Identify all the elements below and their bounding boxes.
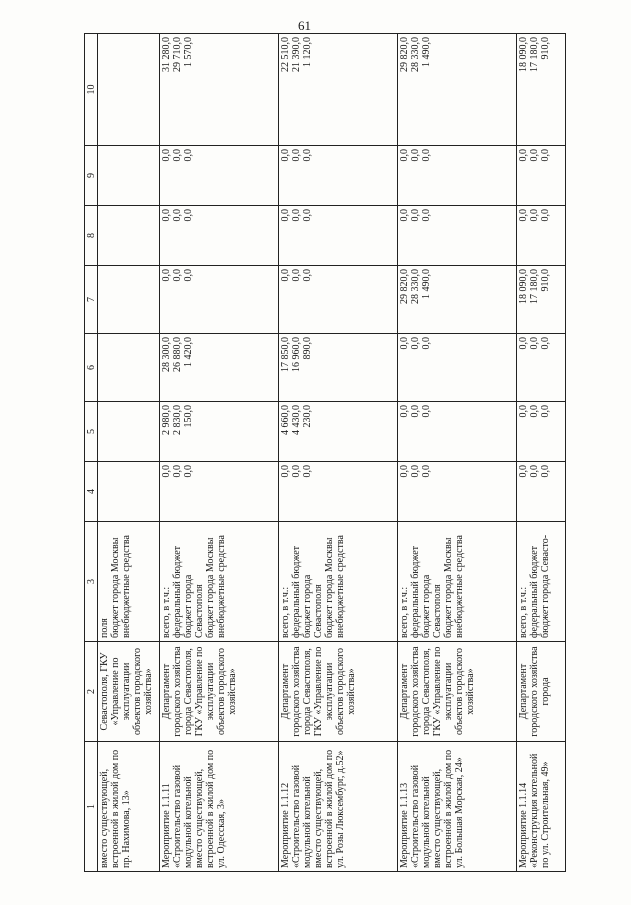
funding-source-cell bbox=[279, 522, 398, 642]
value-line: 18 090,0 bbox=[517, 37, 529, 72]
value-line: 18 090,0 bbox=[517, 269, 529, 304]
value-cell bbox=[397, 334, 516, 402]
value-line: 29 820,0 bbox=[398, 37, 410, 72]
value-cell bbox=[279, 334, 398, 402]
value-line: 0,0 bbox=[398, 465, 410, 478]
value-line: 29 820,0 bbox=[398, 269, 410, 304]
value-line: 0,0 bbox=[409, 465, 421, 478]
value-line: 0,0 bbox=[302, 209, 314, 222]
value-line: 0,0 bbox=[183, 269, 195, 282]
value-cell bbox=[98, 402, 160, 462]
value-line: 0,0 bbox=[539, 209, 551, 222]
funding-source-line: всего, в т.ч.: bbox=[517, 586, 529, 638]
value-line: 28 300,0 bbox=[161, 337, 173, 372]
funding-source-line: федеральный бюджет bbox=[528, 545, 540, 638]
value-cell bbox=[279, 402, 398, 462]
value-line: 0,0 bbox=[539, 149, 551, 162]
page-number: 61 bbox=[298, 18, 311, 33]
value-cell bbox=[98, 146, 160, 206]
value-line: 0,0 bbox=[172, 269, 184, 282]
value-line: 0,0 bbox=[420, 405, 432, 418]
funding-source-line: бюджет города Москвы bbox=[205, 537, 217, 638]
value-line: 0,0 bbox=[183, 149, 195, 162]
value-cell bbox=[279, 462, 398, 522]
column-header-8: 8 bbox=[85, 206, 98, 266]
value-line: 4 430,0 bbox=[291, 405, 303, 435]
value-line: 0,0 bbox=[280, 149, 292, 162]
table-row bbox=[397, 34, 516, 872]
funding-source-cell bbox=[397, 522, 516, 642]
value-cell bbox=[98, 266, 160, 334]
table-row bbox=[98, 34, 160, 872]
value-line: 1 120,0 bbox=[302, 37, 314, 67]
value-line: 0,0 bbox=[420, 149, 432, 162]
column-header-9: 9 bbox=[85, 146, 98, 206]
value-line: 1 420,0 bbox=[183, 337, 195, 367]
value-cell bbox=[397, 146, 516, 206]
value-line: 0,0 bbox=[302, 269, 314, 282]
value-line: 0,0 bbox=[291, 149, 303, 162]
value-line: 0,0 bbox=[528, 465, 540, 478]
value-line: 17 180,0 bbox=[528, 269, 540, 304]
value-cell bbox=[516, 266, 565, 334]
funding-source-line: бюджет города Севастополя bbox=[183, 574, 206, 638]
funding-source-line: бюджет города Севастополя bbox=[420, 574, 443, 638]
value-cell bbox=[516, 334, 565, 402]
value-line: 17 850,0 bbox=[280, 337, 292, 372]
column-header-4: 4 bbox=[85, 462, 98, 522]
table-row bbox=[160, 34, 279, 872]
value-line: 0,0 bbox=[398, 149, 410, 162]
value-line: 0,0 bbox=[517, 405, 529, 418]
value-line: 0,0 bbox=[528, 337, 540, 350]
column-header-1: 1 bbox=[85, 742, 98, 872]
column-header-7: 7 bbox=[85, 266, 98, 334]
value-line: 0,0 bbox=[398, 337, 410, 350]
executor-cell: Департамент городского хозяйства города Севастополя, ГКУ «Управление по эксплуатации объектов городского хозяйства» bbox=[279, 642, 398, 742]
value-line: 0,0 bbox=[409, 149, 421, 162]
value-line: 0,0 bbox=[539, 465, 551, 478]
value-line: 0,0 bbox=[291, 465, 303, 478]
value-line: 0,0 bbox=[517, 337, 529, 350]
value-line: 0,0 bbox=[528, 149, 540, 162]
funding-source-line: бюджет города Москвы bbox=[324, 537, 336, 638]
value-line: 0,0 bbox=[517, 149, 529, 162]
value-cell bbox=[279, 206, 398, 266]
column-header-3: 3 bbox=[85, 522, 98, 642]
value-line: 0,0 bbox=[280, 209, 292, 222]
value-line: 0,0 bbox=[280, 269, 292, 282]
value-line: 16 960,0 bbox=[291, 337, 303, 372]
executor-cell: Департамент городского хозяйства города bbox=[516, 642, 565, 742]
funding-source-line: бюджет города Севастополя bbox=[302, 574, 325, 638]
value-cell bbox=[98, 462, 160, 522]
value-line: 29 710,0 bbox=[172, 37, 184, 72]
value-line: 230,0 bbox=[302, 405, 314, 428]
value-line: 1 570,0 bbox=[183, 37, 195, 67]
value-line: 0,0 bbox=[420, 337, 432, 350]
executor-cell: Севастополя, ГКУ «Управление по эксплуатации объектов городского хозяйства» bbox=[98, 642, 160, 742]
funding-source-cell bbox=[98, 522, 160, 642]
value-cell bbox=[397, 462, 516, 522]
value-line: 0,0 bbox=[539, 405, 551, 418]
measure-cell: Мероприятие 1.1.13 «Строительство газовой модульной котельной вместо существующей, встроенной в жилой дом по ул. Большая Морская, 24» bbox=[397, 742, 516, 872]
value-cell bbox=[160, 402, 279, 462]
value-line: 0,0 bbox=[291, 269, 303, 282]
funding-source-line: бюджет города Москвы bbox=[442, 537, 454, 638]
column-header-10: 10 bbox=[85, 34, 98, 146]
value-line: 0,0 bbox=[517, 465, 529, 478]
value-line: 2 980,0 bbox=[161, 405, 173, 435]
value-line: 0,0 bbox=[409, 209, 421, 222]
value-line: 0,0 bbox=[291, 209, 303, 222]
measure-cell: вместо существующей, встроенной в жилой дом по пр. Нахимова, 13» bbox=[98, 742, 160, 872]
value-line: 4 660,0 bbox=[280, 405, 292, 435]
funding-source-line: всего, в т.ч.: bbox=[280, 586, 292, 638]
column-header-5: 5 bbox=[85, 402, 98, 462]
value-line: 0,0 bbox=[183, 209, 195, 222]
value-line: 890,0 bbox=[302, 337, 314, 360]
value-cell bbox=[397, 34, 516, 146]
measure-cell: Мероприятие 1.1.14 «Реконструкция котельной по ул. Строительная, 49» bbox=[516, 742, 565, 872]
value-line: 0,0 bbox=[517, 209, 529, 222]
column-header-6: 6 bbox=[85, 334, 98, 402]
value-cell bbox=[397, 402, 516, 462]
value-line: 0,0 bbox=[398, 405, 410, 418]
value-line: 0,0 bbox=[161, 149, 173, 162]
value-cell bbox=[279, 266, 398, 334]
value-line: 910,0 bbox=[539, 269, 551, 292]
measure-cell: Мероприятие 1.1.11 «Строительство газовой модульной котельной вместо существующей, встроенной в жилой дом по ул. Одесская, 3» bbox=[160, 742, 279, 872]
value-cell bbox=[397, 206, 516, 266]
value-cell bbox=[98, 34, 160, 146]
value-cell bbox=[160, 206, 279, 266]
value-line: 21 390,0 bbox=[291, 37, 303, 72]
value-cell bbox=[98, 206, 160, 266]
value-line: 0,0 bbox=[161, 465, 173, 478]
value-line: 910,0 bbox=[539, 37, 551, 60]
value-line: 0,0 bbox=[398, 209, 410, 222]
funding-source-line: федеральный бюджет bbox=[409, 545, 421, 638]
funding-source-line: федеральный бюджет bbox=[172, 545, 184, 638]
table-row bbox=[516, 34, 565, 872]
value-line: 0,0 bbox=[409, 337, 421, 350]
funding-source-line: внебюджетные средства bbox=[216, 535, 228, 638]
value-line: 17 180,0 bbox=[528, 37, 540, 72]
value-cell bbox=[160, 462, 279, 522]
value-line: 0,0 bbox=[172, 209, 184, 222]
funding-source-line: бюджет города Москвы bbox=[110, 537, 121, 638]
funding-source-line: всего, в т.ч.: bbox=[161, 586, 173, 638]
value-line: 150,0 bbox=[183, 405, 195, 428]
executor-cell: Департамент городского хозяйства города Севастополя, ГКУ «Управление по эксплуатации объектов городского хозяйства» bbox=[160, 642, 279, 742]
value-cell bbox=[279, 34, 398, 146]
value-line: 28 330,0 bbox=[409, 37, 421, 72]
value-cell bbox=[516, 34, 565, 146]
value-line: 22 510,0 bbox=[280, 37, 292, 72]
executor-cell: Департамент городского хозяйства города Севастополя, ГКУ «Управление по эксплуатации объектов городского хозяйства» bbox=[397, 642, 516, 742]
value-cell bbox=[516, 402, 565, 462]
value-line: 0,0 bbox=[420, 209, 432, 222]
value-line: 0,0 bbox=[539, 337, 551, 350]
budget-table bbox=[84, 33, 566, 872]
value-line: 0,0 bbox=[528, 209, 540, 222]
value-line: 0,0 bbox=[161, 209, 173, 222]
funding-source-line: внебюджетные средства bbox=[335, 535, 347, 638]
value-cell bbox=[397, 266, 516, 334]
value-line: 0,0 bbox=[409, 405, 421, 418]
funding-source-line: федеральный бюджет bbox=[291, 545, 303, 638]
value-line: 2 830,0 bbox=[172, 405, 184, 435]
funding-source-line: внебюджетные средства bbox=[121, 535, 132, 638]
funding-source-cell bbox=[516, 522, 565, 642]
measure-cell: Мероприятие 1.1.12 «Строительство газовой модульной котельной вместо существующей, встроенной в жилой дом по ул. Розы Люксембург, д.52» bbox=[279, 742, 398, 872]
value-line: 0,0 bbox=[302, 149, 314, 162]
header-row bbox=[85, 34, 98, 872]
funding-source-line: внебюджетные средства bbox=[453, 535, 465, 638]
value-cell bbox=[279, 146, 398, 206]
funding-source-cell bbox=[160, 522, 279, 642]
value-cell bbox=[516, 206, 565, 266]
value-cell bbox=[160, 146, 279, 206]
value-line: 26 880,0 bbox=[172, 337, 184, 372]
value-line: 0,0 bbox=[172, 149, 184, 162]
value-line: 1 490,0 bbox=[420, 37, 432, 67]
value-line: 1 490,0 bbox=[420, 269, 432, 299]
value-line: 0,0 bbox=[161, 269, 173, 282]
value-line: 0,0 bbox=[280, 465, 292, 478]
value-line: 0,0 bbox=[420, 465, 432, 478]
value-line: 0,0 bbox=[172, 465, 184, 478]
value-cell bbox=[516, 146, 565, 206]
value-cell bbox=[160, 334, 279, 402]
value-line: 0,0 bbox=[528, 405, 540, 418]
funding-source-line: всего, в т.ч.: bbox=[398, 586, 410, 638]
value-cell bbox=[160, 266, 279, 334]
value-line: 31 280,0 bbox=[161, 37, 173, 72]
value-cell bbox=[160, 34, 279, 146]
rotated-table-wrapper bbox=[84, 34, 566, 872]
value-line: 0,0 bbox=[183, 465, 195, 478]
column-header-2: 2 bbox=[85, 642, 98, 742]
table-row bbox=[279, 34, 398, 872]
value-cell bbox=[516, 462, 565, 522]
value-cell bbox=[98, 334, 160, 402]
funding-source-line: поля bbox=[99, 618, 110, 638]
value-line: 28 330,0 bbox=[409, 269, 421, 304]
funding-source-line: бюджет города Севасто- bbox=[539, 534, 551, 638]
value-line: 0,0 bbox=[302, 465, 314, 478]
